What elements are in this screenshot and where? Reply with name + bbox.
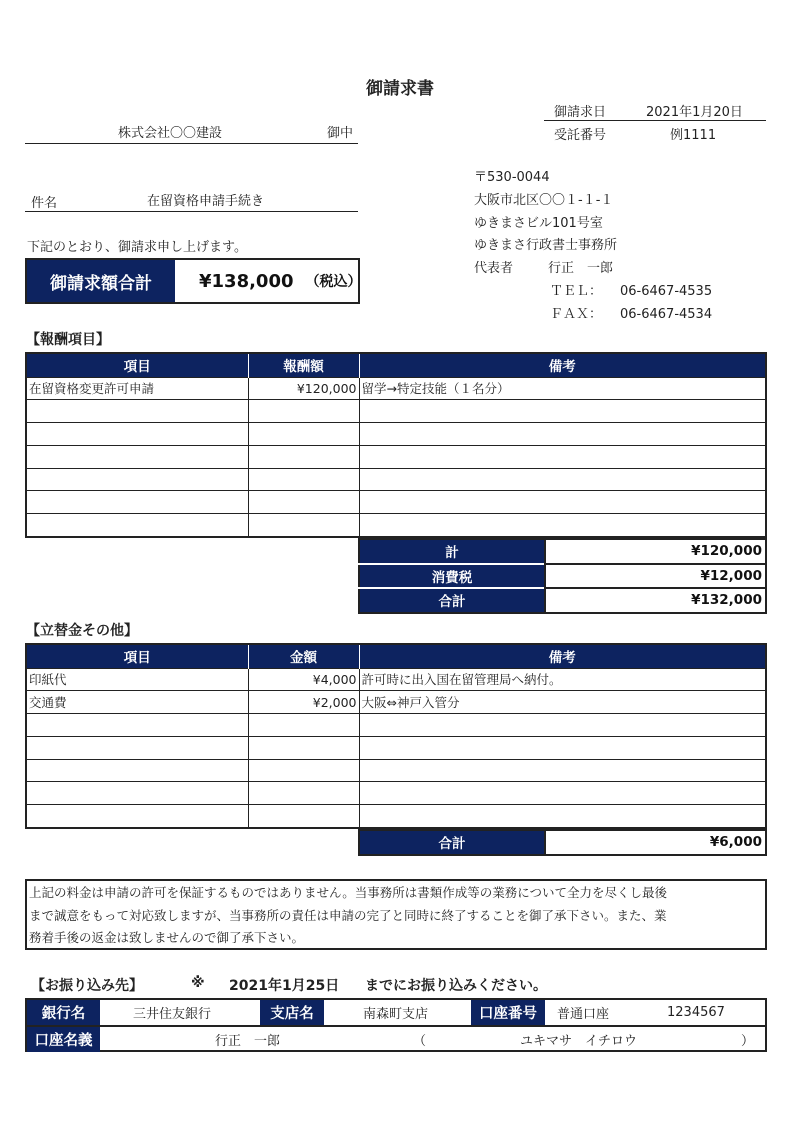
office-building: ゆきまさビル101号室 — [474, 215, 603, 231]
invoice-date-row — [544, 98, 766, 120]
fees-total-row — [359, 588, 766, 613]
kana-paren-close: ） — [741, 1034, 755, 1049]
fee-amount — [248, 491, 359, 514]
fee-note — [359, 445, 766, 468]
advance-note — [359, 782, 766, 805]
advance-note: 大阪⇔神戸入管分 — [359, 691, 766, 714]
disclaimer-notice — [25, 879, 767, 950]
advance-amount: ¥4,000 — [248, 668, 359, 691]
fees-total-label: 合計 — [359, 588, 545, 613]
fax-label: ＦＡＸ： — [550, 306, 603, 322]
advance-item: 印紙代 — [26, 668, 248, 691]
table-row — [26, 468, 766, 491]
advance-item — [26, 805, 248, 828]
advances-section-title: 【立替金その他】 — [26, 623, 138, 639]
table-row — [26, 736, 766, 759]
intro-text: 下記のとおり、御請求申し上げます。 — [27, 240, 247, 255]
fee-amount — [248, 423, 359, 446]
bank-info-table — [25, 998, 767, 1052]
advance-amount — [248, 759, 359, 782]
office-info — [474, 167, 713, 327]
office-fax — [474, 304, 713, 327]
fees-header-row — [26, 353, 766, 377]
addressee-suffix: 御中 — [327, 126, 354, 141]
fees-table — [25, 352, 767, 538]
fee-amount — [248, 514, 359, 537]
advances-header-note: 備考 — [359, 644, 766, 668]
bank-row-divider — [27, 1025, 765, 1027]
invoice-total-amount: ¥138,000 — [199, 270, 294, 292]
advance-item — [26, 782, 248, 805]
advance-amount — [248, 805, 359, 828]
table-row — [26, 514, 766, 537]
fees-header-note: 備考 — [359, 353, 766, 377]
account-holder-name: 行正 一郎 — [215, 1034, 281, 1049]
fee-note — [359, 491, 766, 514]
fee-item — [26, 468, 248, 491]
fee-amount: ¥120,000 — [248, 377, 359, 400]
advance-note: 許可時に出入国在留管理局へ納付。 — [359, 668, 766, 691]
advance-note — [359, 759, 766, 782]
fee-amount — [248, 468, 359, 491]
table-row — [26, 759, 766, 782]
tel-number: 06-6467-4535 — [620, 283, 713, 299]
fees-subtotal-row — [359, 539, 766, 564]
fees-total-value: ¥132,000 — [545, 588, 766, 613]
advances-total-value: ¥6,000 — [709, 834, 762, 851]
office-name: ゆきまさ行政書士事務所 — [474, 238, 618, 254]
fee-note — [359, 468, 766, 491]
fee-item — [26, 400, 248, 423]
advance-amount — [248, 714, 359, 737]
fee-note — [359, 400, 766, 423]
table-row — [26, 445, 766, 468]
rep-name: 行正 一郎 — [548, 261, 614, 277]
table-row — [26, 805, 766, 828]
advances-summary-table — [358, 829, 767, 856]
invoice-total-label: 御請求額合計 — [27, 260, 175, 302]
rep-label: 代表者 — [474, 261, 514, 277]
advance-note — [359, 714, 766, 737]
office-postal: 〒530-0044 — [474, 170, 550, 185]
tel-label: ＴＥＬ： — [550, 283, 603, 299]
table-row — [26, 668, 766, 691]
invoice-number-value: 例1111 — [670, 128, 717, 143]
advances-total-label: 合計 — [359, 830, 545, 855]
advance-amount: ¥2,000 — [248, 691, 359, 714]
fee-item — [26, 514, 248, 537]
invoice-number-label: 受託番号 — [554, 128, 607, 143]
table-row — [26, 423, 766, 446]
fees-section-title: 【報酬項目】 — [26, 332, 110, 348]
advances-header-row — [26, 644, 766, 668]
notice-line: 務着手後の返金は致しませんので御了承下さい。 — [29, 930, 305, 945]
addressee-name: 株式会社〇〇建設 — [118, 126, 223, 141]
advance-note — [359, 805, 766, 828]
advances-table — [25, 643, 767, 829]
table-row — [26, 714, 766, 737]
advance-amount — [248, 736, 359, 759]
document-title: 御請求書 — [366, 79, 434, 99]
fee-amount — [248, 445, 359, 468]
advances-header-item: 項目 — [26, 644, 248, 668]
fees-tax-value: ¥12,000 — [545, 564, 766, 589]
invoice-total-box — [25, 258, 360, 304]
fax-number: 06-6467-4534 — [620, 306, 713, 322]
invoice-total-amount-area — [175, 260, 362, 302]
advance-item — [26, 759, 248, 782]
branch-name-value: 南森町支店 — [363, 1007, 429, 1022]
account-type: 普通口座 — [557, 1007, 610, 1022]
fee-amount — [248, 400, 359, 423]
table-row — [26, 377, 766, 400]
fees-subtotal-label: 計 — [359, 539, 545, 564]
office-representative — [474, 258, 617, 281]
table-row — [26, 691, 766, 714]
fee-item — [26, 445, 248, 468]
fees-summary-table — [358, 538, 767, 614]
invoice-date-label: 御請求日 — [554, 105, 607, 120]
advance-item — [26, 736, 248, 759]
office-tel — [474, 281, 713, 304]
advances-total-row — [359, 830, 766, 855]
bank-section-title: 【お振り込み先】 — [31, 978, 143, 994]
fees-tax-row — [359, 564, 766, 589]
subject — [25, 190, 358, 212]
office-address: 大阪市北区〇〇１-１-１ — [474, 192, 614, 208]
advance-note — [359, 736, 766, 759]
fee-item — [26, 491, 248, 514]
branch-name-label: 支店名 — [260, 1000, 324, 1025]
reference-mark: ※ — [191, 975, 205, 991]
fees-header-amount: 報酬額 — [248, 353, 359, 377]
account-number-value: 1234567 — [667, 1005, 725, 1020]
table-row — [26, 491, 766, 514]
account-holder-label: 口座名義 — [27, 1027, 100, 1052]
table-row — [26, 400, 766, 423]
fee-item: 在留資格変更許可申請 — [26, 377, 248, 400]
tax-included-note: （税込） — [305, 274, 362, 290]
bank-section-heading — [31, 975, 771, 995]
advance-item: 交通費 — [26, 691, 248, 714]
fee-note: 留学→特定技能（１名分） — [359, 377, 766, 400]
addressee — [25, 122, 358, 144]
fee-item — [26, 423, 248, 446]
fee-note — [359, 423, 766, 446]
subject-value: 在留資格申請手続き — [147, 194, 265, 209]
payment-deadline-date: 2021年1月25日 — [229, 978, 340, 994]
advance-item — [26, 714, 248, 737]
bank-name-value: 三井住友銀行 — [133, 1007, 212, 1022]
account-number-label: 口座番号 — [471, 1000, 545, 1025]
bank-name-label: 銀行名 — [27, 1000, 100, 1025]
invoice-date-value: 2021年1月20日 — [646, 105, 743, 120]
fees-header-item: 項目 — [26, 353, 248, 377]
advances-header-amount: 金額 — [248, 644, 359, 668]
payment-deadline-text: までにお振り込みください。 — [365, 978, 547, 994]
notice-line: 上記の料金は申請の許可を保証するものではありません。当事務所は書類作成等の業務について全力を尽くし最後 — [29, 885, 668, 900]
account-holder-kana: ユキマサ イチロウ — [520, 1034, 638, 1049]
fees-tax-label: 消費税 — [359, 564, 545, 589]
kana-paren-open: （ — [413, 1034, 427, 1049]
table-row — [26, 782, 766, 805]
advance-amount — [248, 782, 359, 805]
notice-line: まで誠意をもって対応致しますが、当事務所の責任は申請の完了と同時に終了することを御了承下さい。また、業 — [29, 907, 667, 923]
fee-note — [359, 514, 766, 537]
subject-label: 件名 — [31, 196, 58, 211]
fees-subtotal-value: ¥120,000 — [691, 543, 762, 560]
invoice-number-row — [544, 121, 766, 143]
